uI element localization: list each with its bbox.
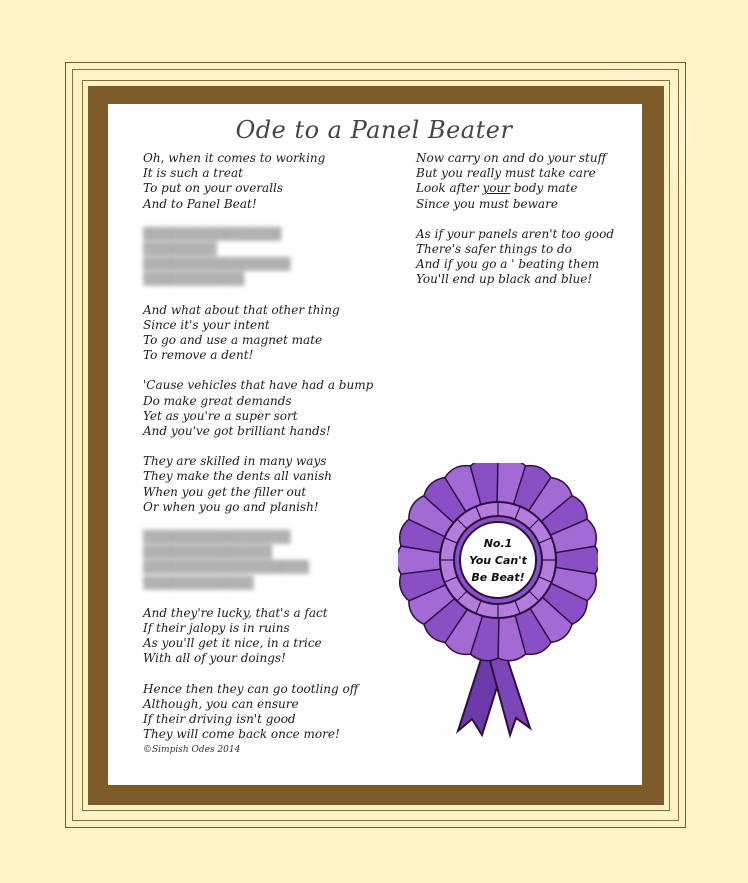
poem-line: When you get the filler out: [143, 484, 307, 499]
poem-line: To remove a dent!: [143, 348, 254, 363]
poem-line: But you really must take care: [416, 166, 596, 181]
poem-line: Yet as you're a super sort: [143, 408, 298, 423]
poem-line: 'Cause vehicles that have had a bump: [143, 378, 374, 393]
badge-text-3: Be Beat!: [471, 571, 525, 584]
poem-line: Now carry on and do your stuff: [416, 151, 607, 165]
poem-line: And if you go a ' beating them: [416, 257, 600, 272]
poem-line: Do make great demands: [143, 393, 292, 408]
poem-line: And what about that other thing: [143, 302, 340, 317]
poem-line: They make the dents all vanish: [143, 469, 332, 484]
poem-right-column: [416, 151, 636, 303]
poem-line: As you'll get it nice, in a trice: [143, 636, 322, 651]
underlined-word: your: [482, 181, 511, 196]
poem-line: You'll end up black and blue!: [416, 272, 593, 287]
rosette-award-icon: [398, 463, 598, 743]
badge-text-1: No.1: [483, 537, 513, 550]
stanza-1: [143, 151, 403, 212]
poem-line: Although, you can ensure: [143, 696, 299, 711]
poem-line: To go and use a magnet mate: [143, 333, 323, 348]
stanza-2: [143, 303, 403, 364]
poem-line: To put on your overalls: [143, 181, 284, 196]
poem-line: Look after your body mate: [416, 181, 578, 196]
poem-line: As if your panels aren't too good: [416, 226, 615, 241]
poem-line: They will come back once more!: [143, 727, 340, 742]
poem-line: Hence then they can go tootling off: [143, 681, 359, 696]
blurred-stanza: ▒▒▒▒▒▒▒▒▒▒▒▒▒▒▒ ▒▒▒▒▒▒▒▒ ▒▒▒▒▒▒▒▒▒▒▒▒▒▒▒▒ ▒▒▒▒▒▒▒▒▒▒▒: [143, 226, 291, 287]
poem-title: Ode to a Panel Beater: [235, 116, 513, 144]
stanza-5: [143, 606, 403, 667]
copyright-notice: ©Simpish Odes 2014: [143, 745, 241, 755]
stanza-6: [143, 682, 403, 743]
stanza-8: [416, 227, 636, 288]
stanza-4: [143, 454, 403, 515]
stanza-7: [416, 151, 636, 212]
poem-left-column: [143, 151, 403, 758]
poem-line: It is such a treat: [143, 166, 243, 181]
poem-line: And to Panel Beat!: [143, 196, 257, 211]
poem-line: With all of your doings!: [143, 651, 286, 666]
poem-line: If their jalopy is in ruins: [143, 621, 290, 636]
poem-line: And you've got brilliant hands!: [143, 424, 331, 439]
poem-line: There's safer things to do: [416, 242, 572, 257]
stanza-3: [143, 378, 403, 439]
poem-line: Oh, when it comes to working: [143, 151, 326, 165]
poem-line: Since it's your intent: [143, 317, 270, 332]
poem-line: They are skilled in many ways: [143, 454, 327, 469]
poem-line: If their driving isn't good: [143, 712, 296, 727]
poem-line: And they're lucky, that's a fact: [143, 605, 328, 620]
ribbon-right: [490, 655, 530, 735]
poem-line: Or when you go and planish!: [143, 499, 319, 514]
poem-line: Since you must beware: [416, 196, 558, 211]
blurred-stanza: ▒▒▒▒▒▒▒▒▒▒▒▒▒▒▒▒ ▒▒▒▒▒▒▒▒▒▒▒▒▒▒ ▒▒▒▒▒▒▒▒▒▒▒▒▒▒▒▒▒▒ ▒▒▒▒▒▒▒▒▒▒▒▒: [143, 530, 310, 590]
badge-text-2: You Can't: [469, 554, 527, 567]
